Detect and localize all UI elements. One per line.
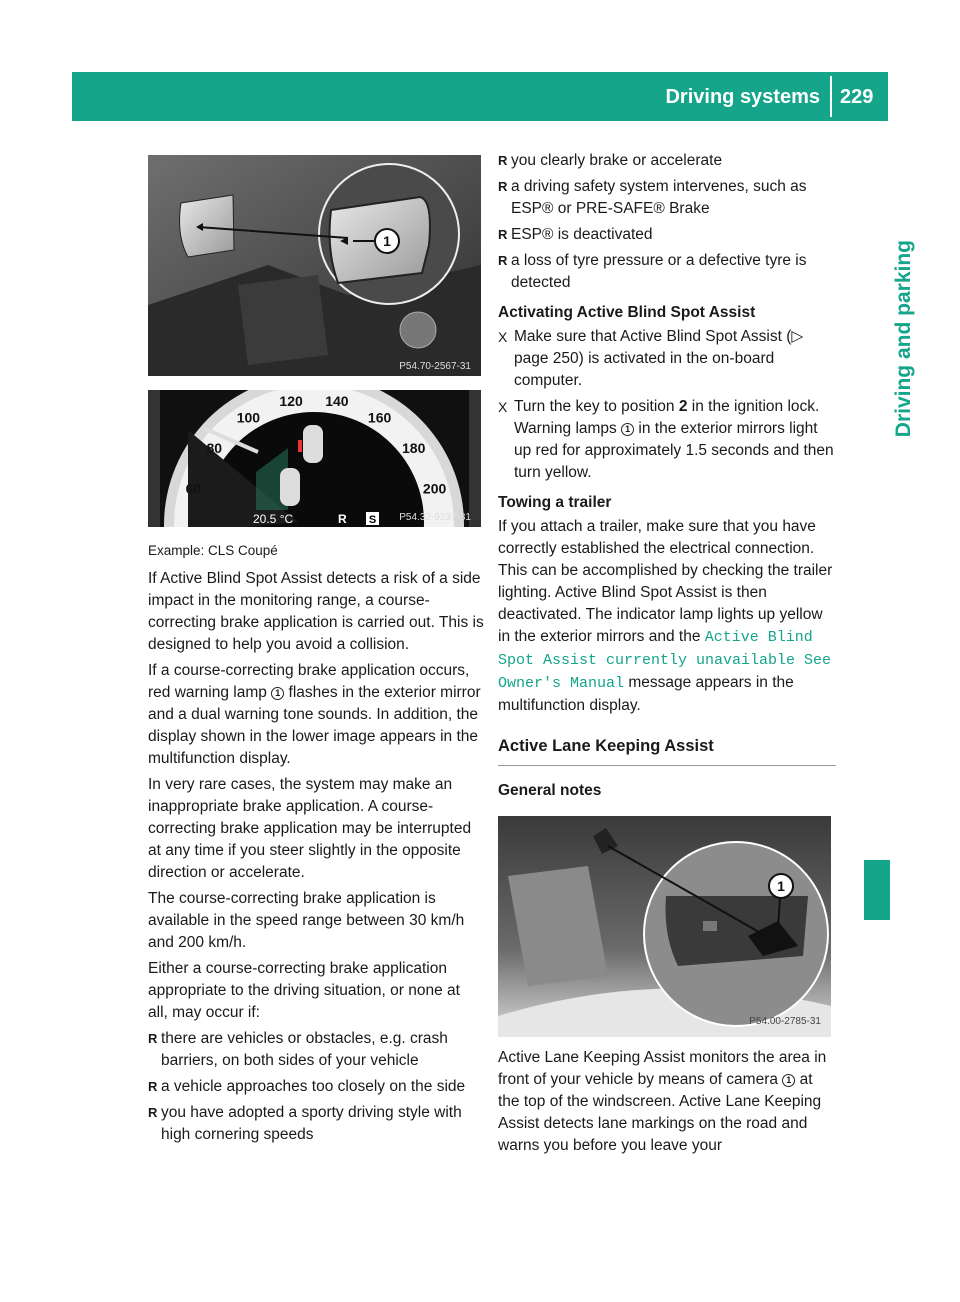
side-tab [864, 240, 915, 710]
speed-label [428, 526, 452, 527]
camera-callout: 1 [777, 878, 785, 894]
list-item: R you have adopted a sporty driving style with high cornering speeds [148, 1104, 462, 1143]
general-notes-heading: General notes [498, 782, 602, 799]
activating-heading: Activating Active Blind Spot Assist [498, 304, 756, 321]
list-item: R ESP® is deactivated [498, 226, 653, 243]
list-item: R a loss of tyre pressure or a defective tyre is detected [498, 252, 807, 291]
image-caption: Example: CLS Coupé [148, 543, 278, 558]
para-rare-cases: In very rare cases, the system may make an inappropriate brake application. A course-correcting brake application may be interrupted at any time if you steer slightly in the opposite direction or accelerate. [148, 776, 472, 881]
camera-image [498, 816, 831, 1037]
side-tab-label: Driving and parking [892, 240, 915, 438]
towing-heading: Towing a trailer [498, 494, 612, 511]
right-column [498, 150, 836, 1161]
speed-label: 180 [402, 439, 426, 456]
section-title: Driving systems [665, 86, 820, 108]
cluster-s-badge: S [368, 514, 377, 526]
para-lane-keeping: Active Lane Keeping Assist monitors the area in front of your vehicle by means of camera 1 at the top of the windscreen. Active Lane Keeping Assist detects lane markings on the road and warns you before you leave your [498, 1049, 827, 1154]
speed-label: 100 [236, 409, 261, 426]
cluster-gear: R [338, 512, 347, 526]
lane-heading: Active Lane Keeping Assist [498, 735, 836, 766]
speed-label [181, 526, 197, 527]
list-item: R a vehicle approaches too closely on the side [148, 1078, 466, 1095]
left-column [148, 540, 484, 1150]
step-item: X Turn the key to position 2 in the ignition lock. Warning lamps 1 in the exterior mirrors light up red for approximately 1.5 seconds and then turn yellow. [498, 398, 834, 481]
para-speed-range: The course-correcting brake application is available in the speed range between 30 km/h and 200 km/h. [148, 890, 465, 951]
speed-label: 160 [367, 409, 392, 426]
speed-label: 200 [422, 480, 447, 497]
cluster-image-code: P54.32-9237-31 [399, 512, 471, 523]
para-brake-application: If a course-correcting brake application occurs, red warning lamp 1 flashes in the exterior mirror and a dual warning tone sounds. In addition, the display shown in the lower image appears in the multifunction display. [148, 662, 481, 767]
mirror-image [148, 155, 481, 376]
mirror-callout: 1 [383, 233, 391, 249]
list-item: R a driving safety system intervenes, such as ESP® or PRE-SAFE® Brake [498, 178, 807, 217]
list-item: R there are vehicles or obstacles, e.g. crash barriers, on both sides of your vehicle [148, 1030, 448, 1069]
para-towing: If you attach a trailer, make sure that you have correctly established the electrical connection. This can be accomplished by checking the trailer lighting. Active Blind Spot Assist is then deactivated. The indicator lamp lights up yellow in the exterior mirrors and the Active Blind Spot Assist currently unavailable See Owner's Manual message appears in the multifunction display. [498, 518, 833, 714]
cluster-temp: 20.5 °C [253, 512, 294, 526]
circled-one-icon: 1 [271, 687, 284, 700]
speed-label: 60 [185, 480, 202, 497]
list-item: R you clearly brake or accelerate [498, 152, 723, 169]
side-tab-block [864, 860, 890, 920]
speed-label: 80 [206, 439, 223, 456]
circled-one-icon: 1 [782, 1074, 795, 1087]
mirror-image-code: P54.70-2567-31 [399, 361, 471, 372]
speed-label: 140 [325, 393, 349, 410]
page-number: 229 [840, 86, 874, 108]
step-item: X Make sure that Active Blind Spot Assist (▷ page 250) is activated in the on-board computer. [498, 328, 804, 389]
cluster-image [148, 390, 481, 527]
display-message: Active Blind Spot Assist currently unavailable See Owner's Manual [498, 629, 832, 692]
camera-image-code: P54.00-2785-31 [749, 1016, 821, 1027]
circled-one-icon: 1 [621, 423, 634, 436]
para-either: Either a course-correcting brake application appropriate to the driving situation, or none at all, may occur if: [148, 960, 460, 1021]
para-detect: If Active Blind Spot Assist detects a risk of a side impact in the monitoring range, a course-correcting brake application is carried out. This is designed to help you avoid a collision. [148, 570, 484, 653]
header-divider [830, 76, 832, 117]
speed-label: 120 [279, 393, 303, 410]
